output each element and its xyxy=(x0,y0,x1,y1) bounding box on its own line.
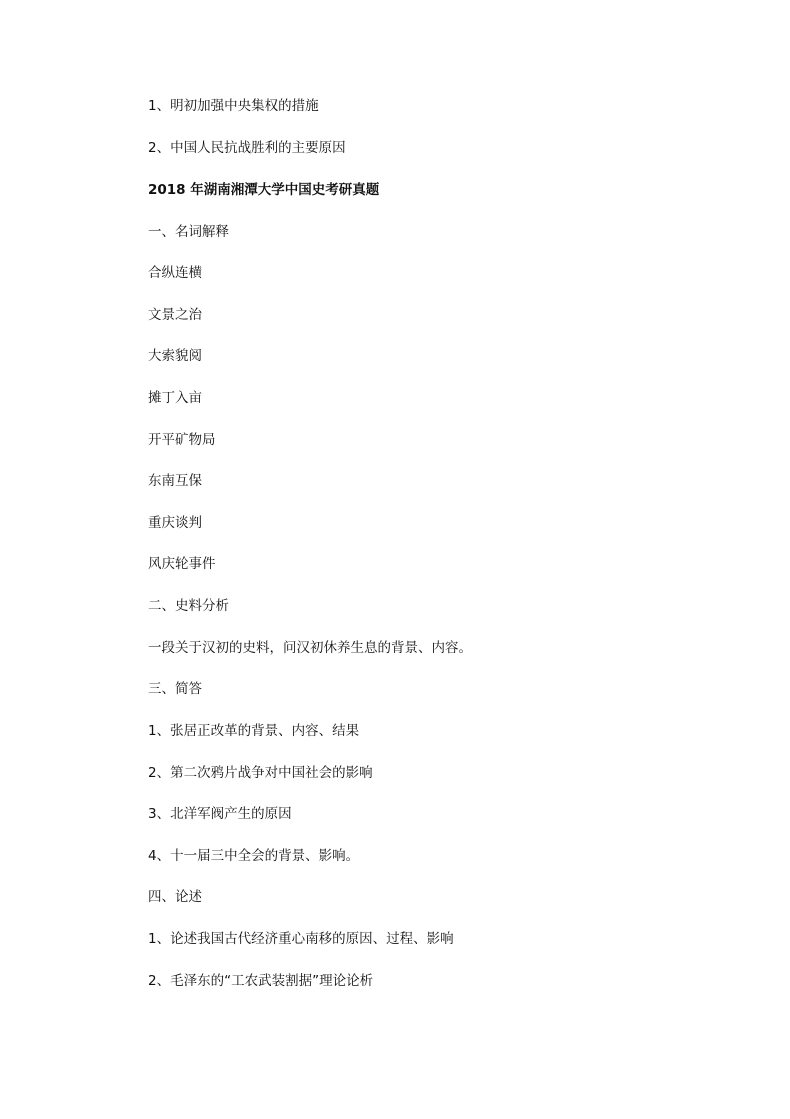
section-heading-source-analysis: 二、史料分析 xyxy=(148,598,229,614)
term-item: 摊丁入亩 xyxy=(148,390,202,406)
term-item: 东南互保 xyxy=(148,473,202,489)
essay-item: 1、论述我国古代经济重心南移的原因、过程、影响 xyxy=(148,931,454,947)
source-analysis-question: 一段关于汉初的史料，问汉初休养生息的背景、内容。 xyxy=(148,640,472,656)
short-answer-item: 2、第二次鸦片战争对中国社会的影响 xyxy=(148,765,373,781)
term-item: 大索貌阅 xyxy=(148,348,202,364)
short-answer-item: 1、张居正改革的背景、内容、结果 xyxy=(148,723,360,739)
previous-question-1: 1、明初加强中央集权的措施 xyxy=(148,98,319,114)
term-item: 文景之治 xyxy=(148,307,202,323)
short-answer-item: 4、十一届三中全会的背景、影响。 xyxy=(148,848,360,864)
short-answer-item: 3、北洋军阀产生的原因 xyxy=(148,806,292,822)
essay-item: 2、毛泽东的“工农武装割据”理论论析 xyxy=(148,973,374,989)
exam-title: 2018 年湖南湘潭大学中国史考研真题 xyxy=(148,182,380,198)
section-heading-essay: 四、论述 xyxy=(148,889,202,905)
term-item: 开平矿物局 xyxy=(148,432,216,448)
previous-question-2: 2、中国人民抗战胜利的主要原因 xyxy=(148,140,346,156)
section-heading-terms: 一、名词解释 xyxy=(148,224,229,240)
term-item: 风庆轮事件 xyxy=(148,556,216,572)
term-item: 合纵连横 xyxy=(148,265,202,281)
section-heading-short-answer: 三、简答 xyxy=(148,681,202,697)
term-item: 重庆谈判 xyxy=(148,515,202,531)
